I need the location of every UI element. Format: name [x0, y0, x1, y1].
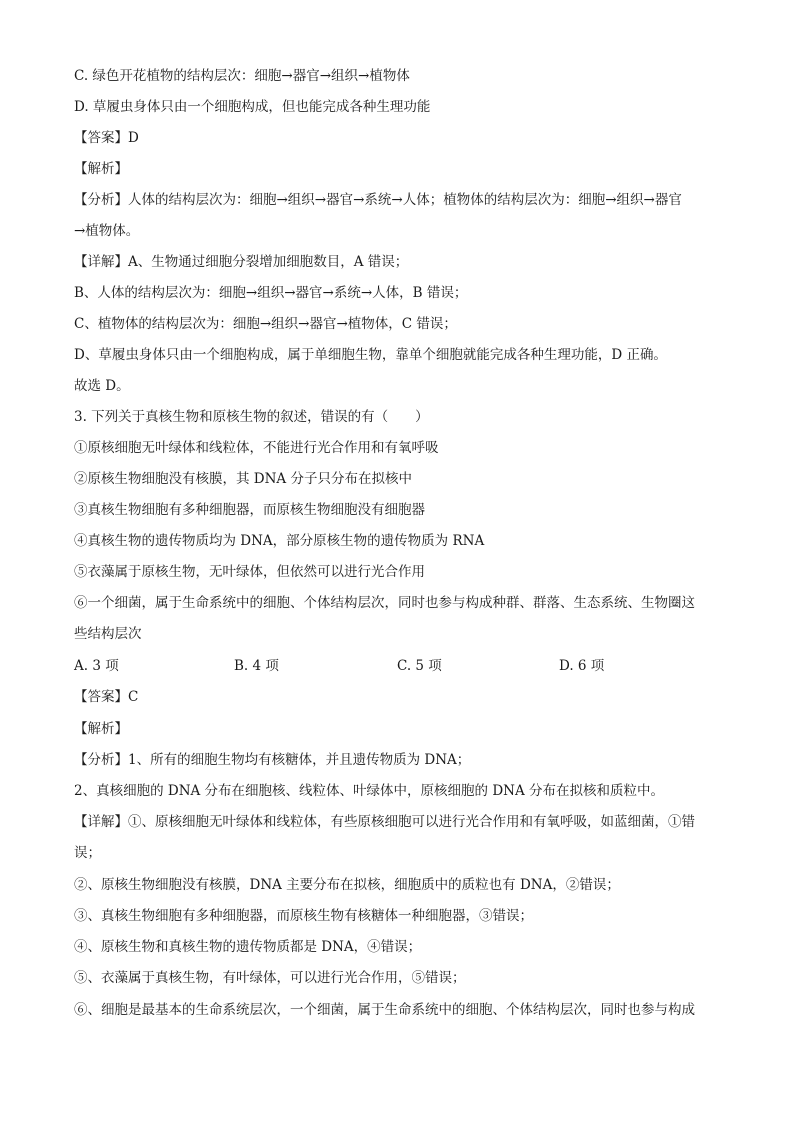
- text-line: D、草履虫身体只由一个细胞构成，属于单细胞生物，靠单个细胞就能完成各种生理功能，D 正确。: [74, 347, 667, 363]
- text-line: D. 草履虫身体只由一个细胞构成，但也能完成各种生理功能: [74, 99, 431, 115]
- text-line: 2、真核细胞的 DNA 分布在细胞核、线粒体、叶绿体中，原核细胞的 DNA 分布在拟核和质粒中。: [74, 783, 665, 799]
- text-line: B、人体的结构层次为：细胞→组织→器官→系统→人体，B 错误；: [74, 285, 468, 301]
- statement-2: ②原核生物细胞没有核膜，其 DNA 分子只分布在拟核中: [74, 471, 412, 487]
- text-line: C、植物体的结构层次为：细胞→组织→器官→植物体，C 错误；: [74, 316, 457, 332]
- text-line: ⑤、衣藻属于真核生物，有叶绿体，可以进行光合作用，⑤错误；: [74, 970, 466, 986]
- option-c: C. 5 项: [397, 658, 442, 674]
- statement-4: ④真核生物的遗传物质均为 DNA，部分原核生物的遗传物质为 RNA: [74, 533, 485, 549]
- text-line: 些结构层次: [74, 626, 142, 642]
- answer-label: 【答案】D: [74, 130, 139, 146]
- statement-5: ⑤衣藻属于原核生物，无叶绿体，但依然可以进行光合作用: [74, 564, 425, 580]
- question-stem: 3. 下列关于真核生物和原核生物的叙述，错误的有（ ）: [74, 409, 429, 425]
- text-line: ③、真核生物细胞有多种细胞器，而原核生物有核糖体一种细胞器，③错误；: [74, 908, 533, 924]
- text-line: →植物体。: [74, 223, 140, 239]
- text-line: C. 绿色开花植物的结构层次：细胞→器官→组织→植物体: [74, 68, 410, 84]
- text-line: 【分析】1、所有的细胞生物均有核糖体，并且遗传物质为 DNA；: [74, 752, 471, 768]
- text-line: 误；: [74, 845, 101, 861]
- text-line: 故选 D。: [74, 378, 130, 394]
- text-line: 【分析】人体的结构层次为：细胞→组织→器官→系统→人体；植物体的结构层次为：细胞→组织→器官: [74, 192, 682, 208]
- text-line: 【详解】A、生物通过细胞分裂增加细胞数目，A 错误；: [74, 254, 409, 270]
- text-line: 【详解】①、原核细胞无叶绿体和线粒体，有些原核细胞可以进行光合作用和有氧呼吸，如蓝细菌，①错: [74, 814, 695, 830]
- statement-3: ③真核生物细胞有多种细胞器，而原核生物细胞没有细胞器: [74, 502, 425, 518]
- analysis-label: 【解析】: [74, 161, 128, 177]
- answer-label: 【答案】C: [74, 689, 139, 705]
- text-line: ⑥、细胞是最基本的生命系统层次，一个细菌，属于生命系统中的细胞、个体结构层次，同时也参与构成: [74, 1002, 695, 1018]
- text-line: ②、原核生物细胞没有核膜，DNA 主要分布在拟核，细胞质中的质粒也有 DNA，②错误；: [74, 877, 620, 893]
- text-line: ④、原核生物和真核生物的遗传物质都是 DNA，④错误；: [74, 939, 422, 955]
- statement-6: ⑥一个细菌，属于生命系统中的细胞、个体结构层次，同时也参与构成种群、群落、生态系统、生物圈这: [74, 595, 695, 611]
- option-b: B. 4 项: [234, 658, 279, 674]
- statement-1: ①原核细胞无叶绿体和线粒体，不能进行光合作用和有氧呼吸: [74, 440, 439, 456]
- option-d: D. 6 项: [559, 658, 605, 674]
- analysis-label: 【解析】: [74, 721, 128, 737]
- option-a: A. 3 项: [74, 658, 119, 674]
